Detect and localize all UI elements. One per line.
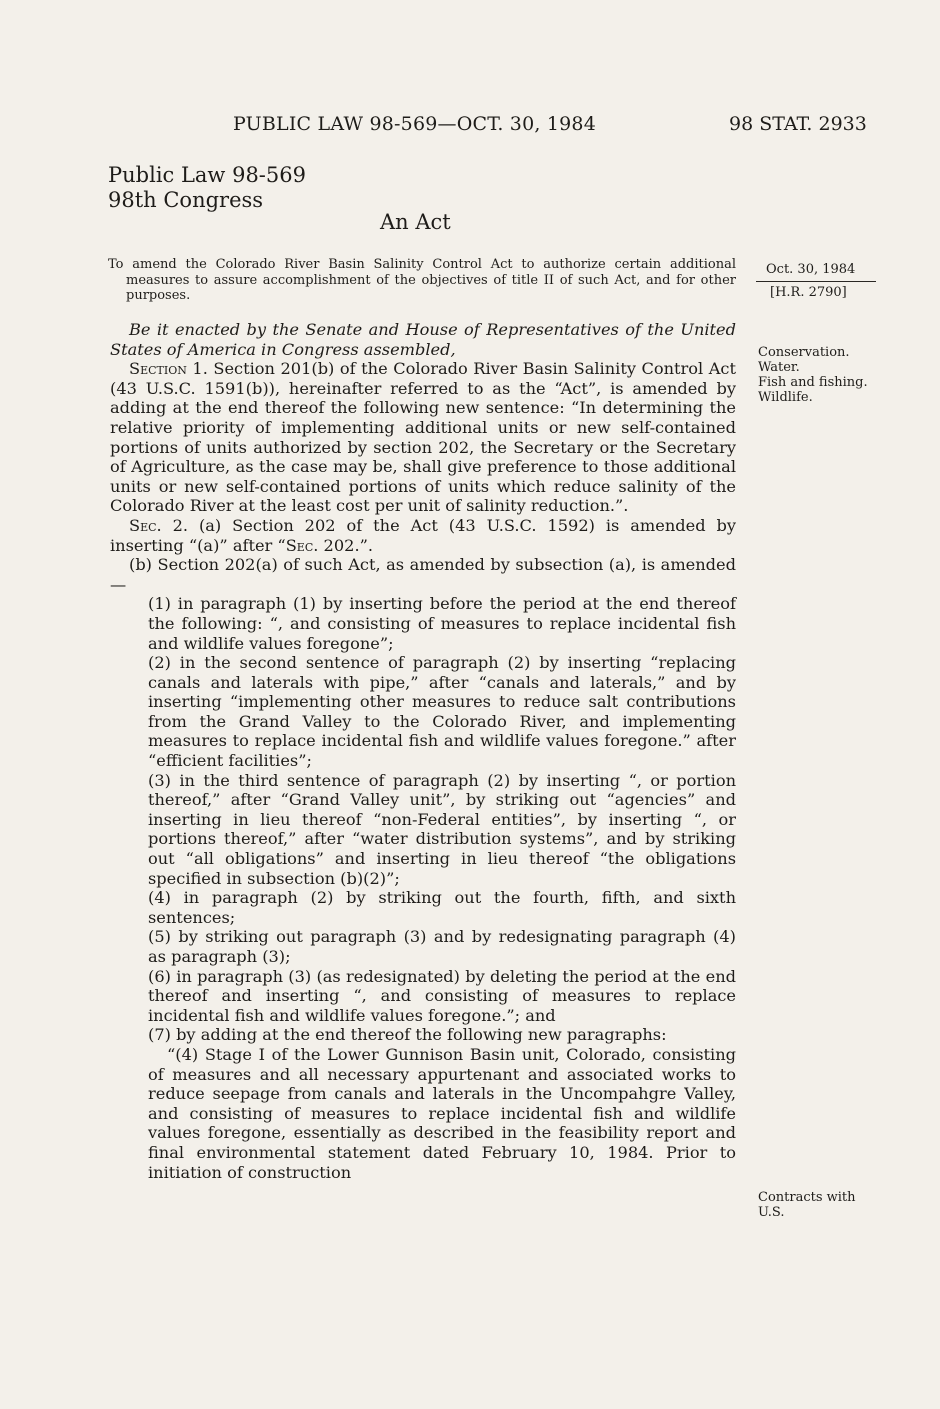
- law-number: Public Law 98-569: [108, 163, 306, 187]
- margin-note-line: Wildlife.: [758, 390, 813, 405]
- list-item: (6) in paragraph (3) (as redesignated) by deleting the period at the end thereof and inserting “, and consisting of measures to replace incidental fish and wildlife values foregone.”; and: [148, 966, 736, 1025]
- list-item: (7) by adding at the end thereof the following new paragraphs:: [148, 1025, 667, 1045]
- margin-note-subjects: [758, 345, 868, 405]
- margin-note-contracts: [758, 1190, 856, 1220]
- statute-citation: 98 STAT. 2933: [729, 113, 867, 135]
- list-item: (5) by striking out paragraph (3) and by redesignating paragraph (4) as paragraph (3);: [148, 927, 736, 966]
- section-2a-text: 2. (a) Section 202 of the Act (43 U.S.C. 1592) is amended by inserting “(a)” after “: [110, 515, 736, 555]
- section-2a: [110, 516, 736, 555]
- enacting-clause: Be it enacted by the Senate and House of Representatives of the United States of America in Congress assembled,: [110, 320, 736, 359]
- running-head: PUBLIC LAW 98-569—OCT. 30, 1984: [233, 113, 597, 135]
- section-1-text: 1. Section 201(b) of the Colorado River Basin Salinity Control Act (43 U.S.C. 1591(b)), hereinafter referred to as the “Act”, is amended by adding at the end thereof the following new sentence: “In determining the relative priority of implementing additional units or new self-contained portions of units authorized by section 202, the Secretary or the Secretary of Agriculture, as the case may be, shall give preference to those additional units or new self-contained portions of units which reduce salinity of the Colorado River at the least cost per unit of salinity reduction.”.: [110, 359, 736, 516]
- margin-note-line: Contracts with: [758, 1190, 856, 1205]
- section-1: [110, 359, 736, 516]
- sidenote-date: Oct. 30, 1984: [766, 262, 856, 277]
- list-item: (1) in paragraph (1) by inserting before the period at the end thereof the following: “, and consisting of measures to replace incidental fish and wildlife values foregone”;: [148, 594, 736, 653]
- margin-note-line: Fish and fishing.: [758, 375, 868, 390]
- list-item: (4) in paragraph (2) by striking out the fourth, fifth, and sixth sentences;: [148, 888, 736, 927]
- margin-note-line: U.S.: [758, 1205, 785, 1220]
- margin-note-line: Conservation.: [758, 345, 850, 360]
- section-label: Section: [129, 359, 187, 379]
- margin-note-line: Water.: [758, 360, 800, 375]
- sidenote-bill-number: [H.R. 2790]: [770, 285, 847, 300]
- long-title-text: To amend the Colorado River Basin Salinity Control Act to authorize certain additional measures to assure accomplishment of the objectives of title II of such Act, and for other purposes.: [108, 257, 736, 303]
- congress: 98th Congress: [108, 188, 264, 212]
- section-2b: (b) Section 202(a) of such Act, as amended by subsection (a), is amended—: [110, 555, 736, 594]
- act-heading: An Act: [380, 210, 451, 234]
- section-label-inline: Sec.: [285, 535, 319, 555]
- section-label: Sec.: [129, 515, 162, 535]
- section-2a-text-end: 202.”.: [318, 535, 374, 555]
- long-title: [108, 257, 736, 304]
- list-item: (3) in the third sentence of paragraph (2) by inserting “, or portion thereof,” after “Grand Valley unit”, by striking out “agencies” and inserting in lieu thereof “non-Federal entities”, by inserting “, or portions thereof,” after “water distribution systems”, and by striking out “all obligations” and inserting in lieu thereof “the obligations specified in subsection (b)(2)”;: [148, 770, 736, 888]
- new-paragraph-4: “(4) Stage I of the Lower Gunnison Basin unit, Colorado, consisting of measures and all necessary appurtenant and associated works to reduce seepage from canals and laterals in the Uncompahgre Valley, and consisting of measures to replace incidental fish and wildlife values foregone, essentially as described in the feasibility report and final environmental statement dated February 10, 1984. Prior to initiation of construction: [148, 1044, 736, 1182]
- list-item: (2) in the second sentence of paragraph (2) by inserting “replacing canals and laterals with pipe,” after “canals and laterals,” and by inserting “implementing other measures to reduce salt contributions from the Grand Valley to the Colorado River, and implementing measures to replace incidental fish and wildlife values foregone.” after “efficient facilities”;: [148, 653, 736, 771]
- body-text: [110, 320, 736, 1182]
- sidenote-divider: [756, 281, 876, 282]
